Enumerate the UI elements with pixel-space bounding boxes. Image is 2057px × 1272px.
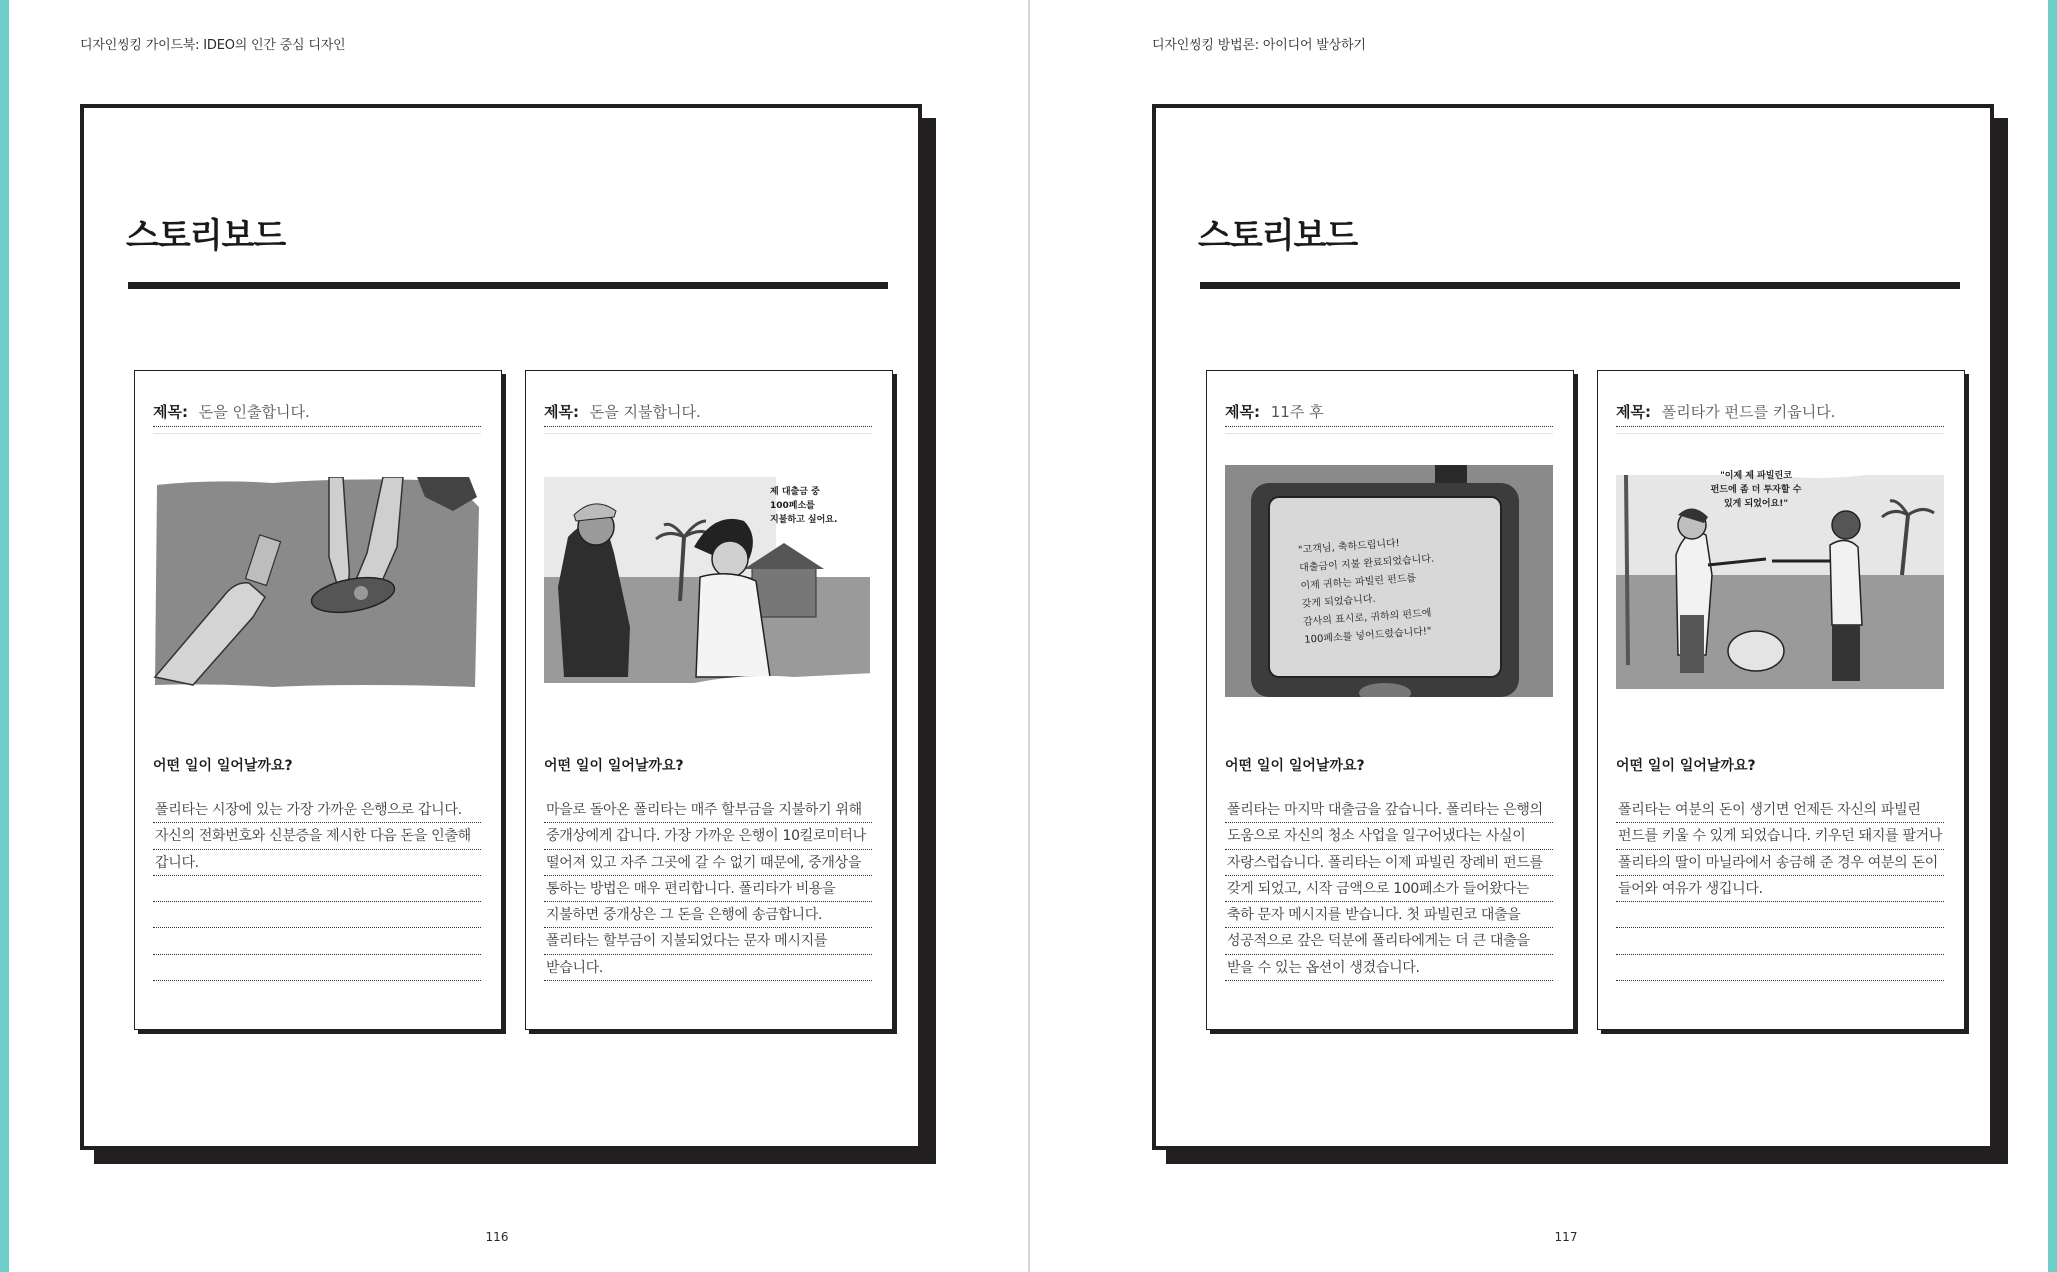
- question-heading: 어떤 일이 일어날까요?: [153, 758, 293, 774]
- description-line: 펀드를 키울 수 있게 되었습니다. 키우던 돼지를 팔거나: [1616, 823, 1944, 849]
- storyboard-panel-3: [1206, 370, 1574, 1030]
- description-line: [1616, 902, 1944, 928]
- title-rule: [1200, 282, 1960, 289]
- frame-box: [1152, 104, 1994, 1150]
- description-line: 갑니다.: [153, 850, 481, 876]
- description-lines: [153, 797, 481, 981]
- message-line: 감사의 표시로, 귀하의 펀드에: [1302, 607, 1432, 628]
- title-rule: [128, 282, 888, 289]
- storyboard-panel-2: [525, 370, 893, 1030]
- title-underline: [1616, 433, 1944, 434]
- description-line: 받습니다.: [544, 955, 872, 981]
- title-underline: [1225, 433, 1553, 434]
- page-title: 스토리보드: [126, 216, 286, 256]
- panel-title: [544, 401, 872, 427]
- description-line: 갖게 되었고, 시작 금액으로 100페소가 들어왔다는: [1225, 876, 1553, 902]
- title-label: 제목:: [1616, 403, 1651, 421]
- illustration-payment-agent: [544, 477, 872, 683]
- speech-line: 100페소를: [770, 501, 815, 511]
- illustration-phone-message: [1225, 465, 1553, 697]
- right-page: [1030, 0, 2057, 1272]
- panel-title: [1225, 401, 1553, 427]
- description-line: 들어와 여유가 생깁니다.: [1616, 876, 1944, 902]
- description-line: [153, 928, 481, 954]
- speech-line: 펀드에 좀 더 투자할 수: [1710, 485, 1802, 495]
- message-line: 대출금이 지불 완료되었습니다.: [1298, 553, 1435, 575]
- panel-box: [525, 370, 893, 1030]
- title-value: 11주 후: [1270, 403, 1324, 421]
- storyboard-panel-1: [134, 370, 502, 1030]
- page-number: 116: [485, 1230, 509, 1244]
- illustration-piggy-bank: [1616, 465, 1944, 689]
- title-label: 제목:: [544, 403, 579, 421]
- description-line: 폴리타는 마지막 대출금을 갚습니다. 폴리타는 은행의: [1225, 797, 1553, 823]
- message-line: 100페소를 넣어드렸습니다!": [1303, 625, 1432, 646]
- description-line: 통하는 방법은 매우 편리합니다. 폴리타가 비용을: [544, 876, 872, 902]
- panel-box: [1206, 370, 1574, 1030]
- description-line: 떨어져 있고 자주 그곳에 갈 수 없기 때문에, 중개상을: [544, 850, 872, 876]
- question-heading: 어떤 일이 일어날까요?: [1616, 758, 1756, 774]
- title-underline: [544, 433, 872, 434]
- description-lines: [1616, 797, 1944, 981]
- frame-box: [80, 104, 922, 1150]
- speech-bubble: [770, 485, 870, 527]
- description-line: [1616, 928, 1944, 954]
- description-line: 자신의 전화번호와 신분증을 제시한 다음 돈을 인출해: [153, 823, 481, 849]
- description-line: [153, 955, 481, 981]
- description-line: 축하 문자 메시지를 받습니다. 첫 파빌린코 대출을: [1225, 902, 1553, 928]
- description-line: [153, 902, 481, 928]
- description-line: [153, 876, 481, 902]
- illustration-hands-money: [153, 477, 481, 689]
- description-line: 폴리타의 딸이 마닐라에서 송금해 준 경우 여분의 돈이: [1616, 850, 1944, 876]
- description-line: [1616, 955, 1944, 981]
- description-line: 중개상에게 갑니다. 가장 가까운 은행이 10킬로미터나: [544, 823, 872, 849]
- left-page: [0, 0, 1028, 1272]
- title-underline: [153, 433, 481, 434]
- description-line: 자랑스럽습니다. 폴리타는 이제 파빌린 장례비 펀드를: [1225, 850, 1553, 876]
- description-line: 폴리타는 할부금이 지불되었다는 문자 메시지를: [544, 928, 872, 954]
- title-label: 제목:: [1225, 403, 1260, 421]
- title-value: 돈을 인출합니다.: [198, 403, 310, 421]
- description-line: 받을 수 있는 옵션이 생겼습니다.: [1225, 955, 1553, 981]
- message-line: 갖게 되었습니다.: [1301, 593, 1377, 610]
- question-heading: 어떤 일이 일어날까요?: [544, 758, 684, 774]
- title-value: 돈을 지불합니다.: [589, 403, 701, 421]
- title-value: 폴리타가 펀드를 키웁니다.: [1661, 403, 1836, 421]
- running-header: 디자인씽킹 가이드북: IDEO의 인간 중심 디자인: [80, 38, 346, 53]
- message-line: "고객님, 축하드립니다!: [1297, 537, 1401, 557]
- speech-line: 있게 되었어요!": [1723, 499, 1789, 509]
- description-line: 지불하면 중개상은 그 돈을 은행에 송금합니다.: [544, 902, 872, 928]
- panel-title: [1616, 401, 1944, 427]
- speech-line: "이제 제 파빌린코: [1720, 471, 1792, 481]
- description-line: 성공적으로 갚은 덕분에 폴리타에게는 더 큰 대출을: [1225, 928, 1553, 954]
- speech-line: 지불하고 싶어요.: [770, 515, 838, 525]
- message-line: 이제 귀하는 파빌린 펀드를: [1300, 572, 1417, 592]
- question-heading: 어떤 일이 일어날까요?: [1225, 758, 1365, 774]
- title-label: 제목:: [153, 403, 188, 421]
- storyboard-panel-4: [1597, 370, 1965, 1030]
- page-number: 117: [1554, 1230, 1578, 1244]
- page-title: 스토리보드: [1198, 216, 1358, 256]
- description-line: 마을로 돌아온 폴리타는 매주 할부금을 지불하기 위해: [544, 797, 872, 823]
- description-line: 폴리타는 여분의 돈이 생기면 언제든 자신의 파빌린: [1616, 797, 1944, 823]
- panel-box: [134, 370, 502, 1030]
- description-lines: [544, 797, 872, 981]
- speech-line: 제 대출금 중: [770, 487, 820, 497]
- panel-box: [1597, 370, 1965, 1030]
- speech-bubble: [1686, 469, 1826, 511]
- running-header: 디자인씽킹 방법론: 아이디어 발상하기: [1152, 38, 1366, 53]
- description-line: 폴리타는 시장에 있는 가장 가까운 은행으로 갑니다.: [153, 797, 481, 823]
- storyboard-frame: [1152, 104, 1994, 1150]
- storyboard-frame: [80, 104, 922, 1150]
- panel-title: [153, 401, 481, 427]
- description-line: 도움으로 자신의 청소 사업을 일구어냈다는 사실이: [1225, 823, 1553, 849]
- phone-message: [1297, 528, 1504, 650]
- description-lines: [1225, 797, 1553, 981]
